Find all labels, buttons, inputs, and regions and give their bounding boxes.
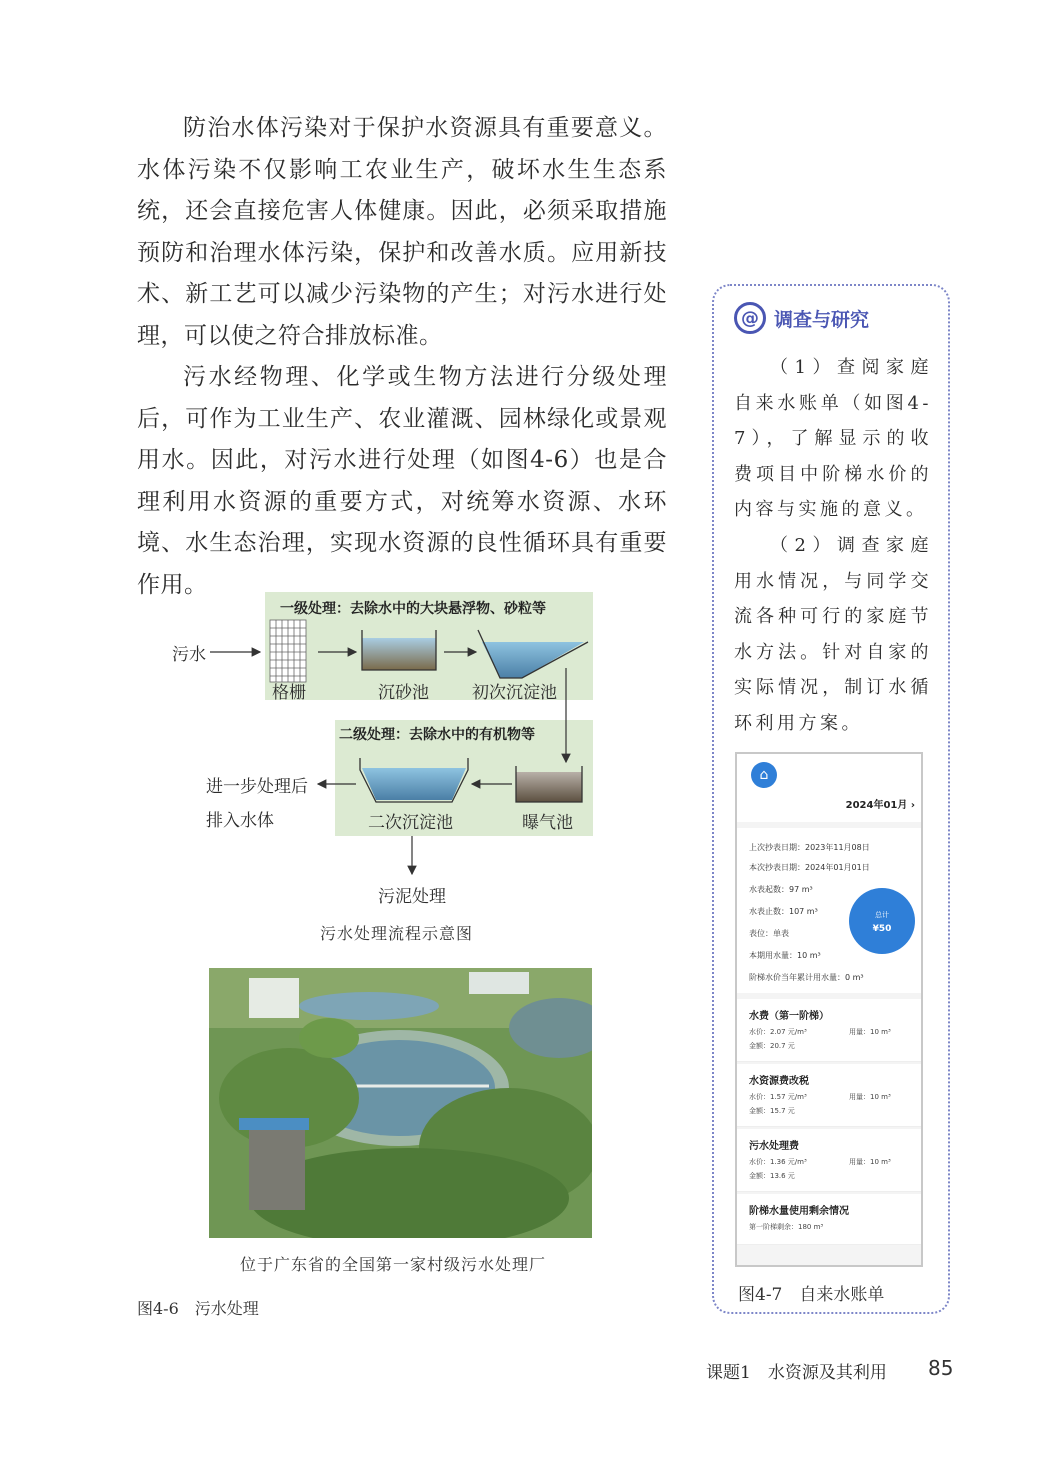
fee-qty: 用量：10 m³ xyxy=(849,1028,891,1036)
stage1-title: 一级处理：去除水中的大块悬浮物、砂粒等 xyxy=(280,601,546,617)
diagram-graphics xyxy=(160,590,600,920)
fee-qty: 用量：10 m³ xyxy=(849,1093,891,1101)
main-text xyxy=(137,108,667,606)
meter-type: 表位：单表 xyxy=(749,929,789,938)
grit-tank-label: 沉砂池 xyxy=(378,683,429,703)
stage2-title: 二级处理：去除水中的有机物等 xyxy=(339,727,535,743)
fee-section-title: 水费（第一阶梯） xyxy=(749,1011,829,1022)
grille-shape xyxy=(270,620,306,682)
sludge-label: 污泥处理 xyxy=(378,887,446,907)
fee-amount: 金额：20.7 元 xyxy=(749,1042,795,1050)
secondary-tank-label: 二次沉淀池 xyxy=(368,813,453,833)
fee-price: 水价：1.57 元/m³ xyxy=(749,1093,807,1101)
photo-caption: 位于广东省的全国第一家村级污水处理厂 xyxy=(240,1255,547,1274)
sidebar-title: 调查与研究 xyxy=(774,308,870,331)
output-label-2: 排入水体 xyxy=(206,811,274,831)
this-read-date: 本次抄表日期：2024年01月01日 xyxy=(749,863,870,872)
fee-section xyxy=(737,1129,921,1192)
paragraph-2: 污水经物理、化学或生物方法进行分级处理后，可作为工业生产、农业灌溉、园林绿化或景观用水。因此，对污水进行处理（如图4-6）也是合理利用水资源的重要方式，对统筹水资源、水环境、水生态治理，实现水资源的良性循环具有重要作用。 xyxy=(137,364,667,598)
ladder-total: 阶梯水价当年累计用水量：0 m³ xyxy=(749,973,864,982)
remaining-section xyxy=(737,1194,921,1245)
page-number: 85 xyxy=(928,1356,954,1380)
total-circle xyxy=(849,888,915,954)
paragraph-1: 防治水体污染对于保护水资源具有重要意义。水体污染不仅影响工农业生产，破坏水生生态系统，还会直接危害人体健康。因此，必须采取措施预防和治理水体污染，保护和改善水质。应用新技术、新工艺可以减少污染物的产生；对污水进行处理，可以使之符合排放标准。 xyxy=(137,115,667,349)
fee-price: 水价：1.36 元/m³ xyxy=(749,1158,807,1166)
fee-amount: 金额：13.6 元 xyxy=(749,1172,795,1180)
remaining-value: 第一阶梯剩余：180 m³ xyxy=(749,1223,824,1231)
footer-chapter: 课题1 水资源及其利用 xyxy=(706,1363,887,1383)
research-item-1: （1）查阅家庭自来水账单（如图4-7），了解显示的收费项目中阶梯水价的内容与实施的意义。 xyxy=(734,357,932,521)
aeration-tank-label: 曝气池 xyxy=(522,813,573,833)
sidebar-header xyxy=(734,302,869,334)
fee-qty: 用量：10 m³ xyxy=(849,1158,891,1166)
home-icon: ⌂ xyxy=(751,762,777,788)
remaining-title: 阶梯水量使用剩余情况 xyxy=(749,1206,849,1217)
meter-start: 水表起数：97 m³ xyxy=(749,885,813,894)
primary-tank-label: 初次沉淀池 xyxy=(472,683,557,703)
figure-4-7-caption: 图4-7 自来水账单 xyxy=(738,1285,885,1305)
diagram-caption: 污水处理流程示意图 xyxy=(320,924,474,943)
figure-4-6-caption: 图4-6 污水处理 xyxy=(137,1299,259,1318)
total-value: ¥50 xyxy=(872,924,892,934)
bill-header xyxy=(737,754,921,822)
grille-label: 格栅 xyxy=(272,683,306,703)
bill-month: 2024年01月 › xyxy=(845,800,915,811)
meter-end: 水表止数：107 m³ xyxy=(749,907,818,916)
usage: 本期用水量：10 m³ xyxy=(749,951,821,960)
fee-price: 水价：2.07 元/m³ xyxy=(749,1028,807,1036)
water-bill-screenshot xyxy=(735,752,923,1267)
fee-section-title: 污水处理费 xyxy=(749,1141,799,1152)
last-read-date: 上次抄表日期：2023年11月08日 xyxy=(749,843,870,852)
total-label: 总计 xyxy=(875,911,889,919)
bill-info xyxy=(737,828,921,993)
output-label-1: 进一步处理后 xyxy=(206,777,308,797)
research-item-2: （2）调查家庭用水情况，与同学交流各种可行的家庭节水方法。针对自家的实际情况，制订水循环利用方案。 xyxy=(734,534,932,734)
fee-amount: 金额：15.7 元 xyxy=(749,1107,795,1115)
at-icon: @ xyxy=(734,302,766,334)
treatment-flow-diagram xyxy=(160,590,600,920)
input-label: 污水 xyxy=(172,645,206,665)
fee-section xyxy=(737,999,921,1062)
treatment-plant-photo xyxy=(209,968,592,1238)
fee-section xyxy=(737,1064,921,1127)
fee-section-title: 水资源费改税 xyxy=(749,1076,809,1087)
sidebar-text xyxy=(734,350,932,742)
